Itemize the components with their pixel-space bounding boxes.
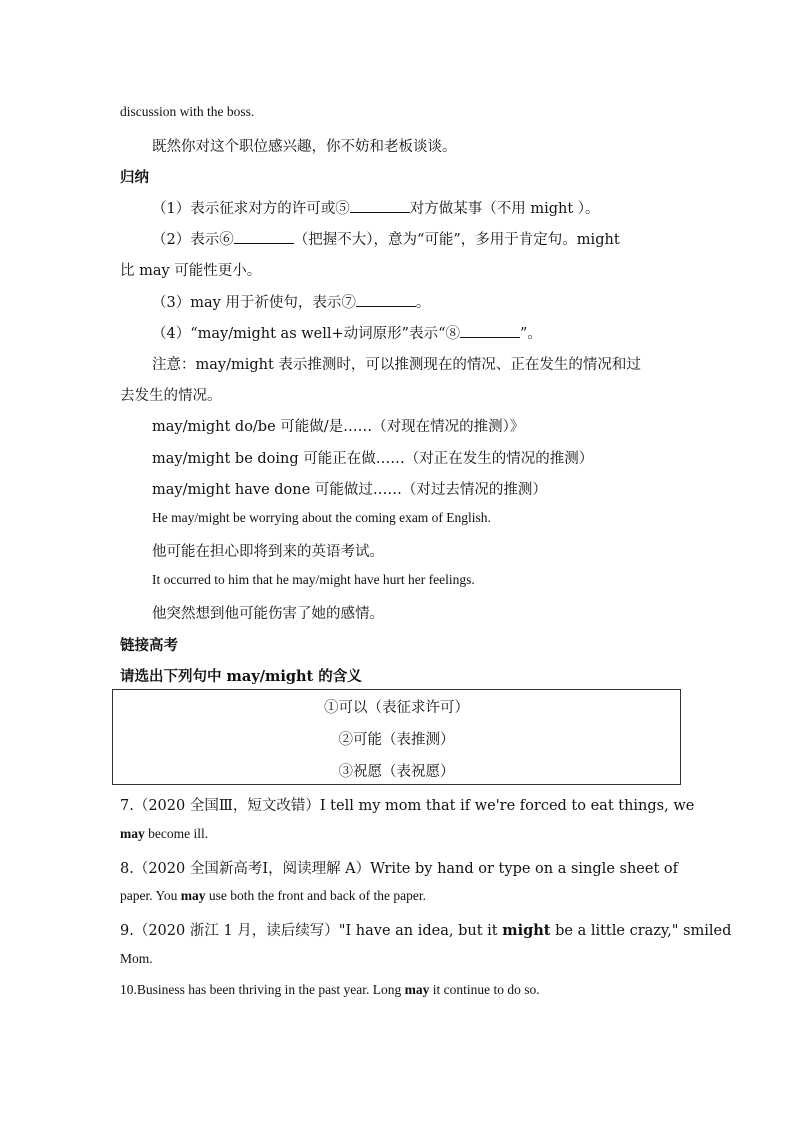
keyword: might	[502, 922, 551, 939]
text-line	[152, 291, 430, 312]
option-item: ③祝愿（表祝愿）	[338, 764, 455, 780]
text-segment: 9.（2020 浙江 1 月，读后续写）"I have an idea, but it	[120, 923, 503, 939]
text-segment: （4）“may/might as well+动词原形”表示“⑧	[152, 326, 460, 342]
section-heading: 链接高考	[120, 637, 178, 654]
text-segment: it continue to do so.	[429, 982, 540, 997]
text-line: may/might have done 可能做过……（对过去情况的推测）	[152, 482, 547, 498]
example-sentence: He may/might be worrying about the coming exam of English.	[152, 510, 491, 525]
text-line: 去发生的情况。	[120, 388, 222, 404]
text-line	[152, 322, 542, 343]
keyword: may	[180, 888, 206, 903]
text-line	[152, 197, 600, 218]
options-box	[112, 689, 681, 785]
text-line: discussion with the boss.	[120, 104, 255, 119]
section-heading: 归纳	[120, 169, 149, 186]
example-translation: 他可能在担心即将到来的英语考试。	[152, 544, 384, 560]
question-8: 8.（2020 全国新高考Ⅰ，阅读理解 A）Write by hand or type on a single sheet of	[120, 861, 678, 877]
question-8-cont	[120, 888, 426, 904]
text-segment: （把握不大），意为“可能”，多用于肯定句。might	[293, 232, 620, 248]
text-segment: 10.Business has been thriving in the past year. Long	[120, 982, 405, 997]
text-line	[152, 228, 620, 249]
answer-blank	[350, 200, 410, 213]
text-segment: become ill.	[144, 826, 209, 841]
text-segment: 。	[415, 295, 431, 311]
text-segment: be a little crazy," smiled	[550, 923, 732, 939]
text-line: may/might do/be 可能做/是……（对现在情况的推测）》	[152, 419, 525, 435]
answer-blank	[356, 294, 416, 307]
question-7-cont	[120, 826, 208, 842]
text-segment: （1）表示征求对方的许可或⑤	[152, 201, 350, 217]
question-7: 7.（2020 全国Ⅲ，短文改错）I tell my mom that if we're forced to eat things, we	[120, 798, 695, 814]
answer-blank	[234, 231, 294, 244]
answer-blank	[460, 325, 520, 338]
text-line: may/might be doing 可能正在做……（对正在发生的情况的推测）	[152, 451, 594, 467]
option-item: ①可以（表征求许可）	[324, 700, 469, 716]
text-segment: （2）表示⑥	[152, 232, 234, 248]
option-item: ②可能（表推测）	[338, 732, 455, 748]
text-line: 注意：may/might 表示推测时，可以推测现在的情况、正在发生的情况和过	[152, 357, 641, 373]
question-10	[120, 982, 540, 998]
text-segment: use both the front and back of the paper.	[205, 888, 426, 903]
text-segment: ”。	[520, 326, 542, 342]
text-line: 既然你对这个职位感兴趣，你不妨和老板谈谈。	[152, 139, 457, 155]
question-9-cont: Mom.	[120, 951, 153, 966]
keyword: may	[404, 982, 430, 997]
instruction-heading: 请选出下列句中 may/might 的含义	[120, 668, 362, 685]
text-segment: paper. You	[120, 888, 181, 903]
keyword: may	[120, 826, 145, 841]
question-9	[120, 919, 731, 940]
text-segment: （3）may 用于祈使句，表示⑦	[152, 295, 356, 311]
text-segment: 对方做某事（不用 might ）。	[409, 201, 600, 217]
text-line: 比 may 可能性更小。	[120, 263, 262, 279]
example-translation: 他突然想到他可能伤害了她的感情。	[152, 606, 384, 622]
example-sentence: It occurred to him that he may/might have hurt her feelings.	[152, 572, 475, 587]
